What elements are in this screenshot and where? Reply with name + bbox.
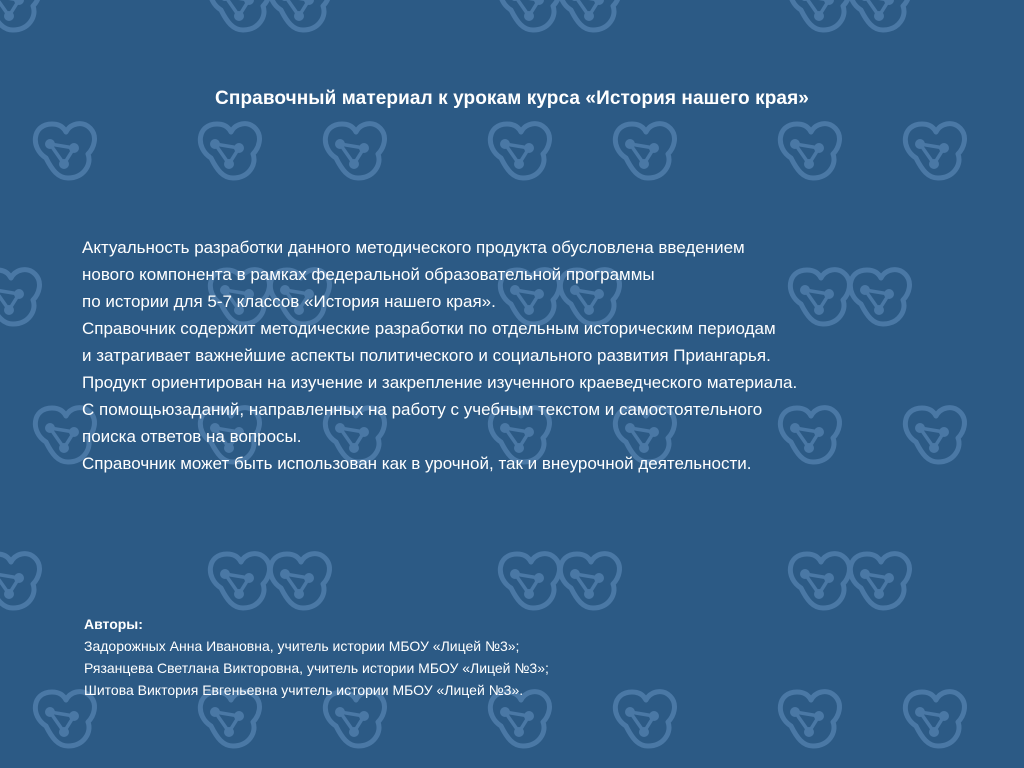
slide-title: Справочный материал к урокам курса «История нашего края»: [215, 88, 809, 109]
body-line: и затрагивает важнейшие аспекты политического и социального развития Приангарья.: [82, 346, 771, 365]
body-line: нового компонента в рамках федеральной образовательной программы: [82, 265, 655, 284]
author-line: Задорожных Анна Ивановна, учитель истории МБОУ «Лицей №3»;: [84, 638, 520, 654]
slide-body: [82, 234, 962, 477]
author-line: Шитова Виктория Евгеньевна учитель истории МБОУ «Лицей №3».: [84, 682, 524, 698]
body-line: по истории для 5-7 классов «История нашего края».: [82, 292, 496, 311]
body-line: Продукт ориентирован на изучение и закрепление изученного краеведческого материала.: [82, 373, 798, 392]
authors-block: [84, 613, 784, 701]
author-line: Рязанцева Светлана Викторовна, учитель истории МБОУ «Лицей №3»;: [84, 660, 549, 676]
body-line: Актуальность разработки данного методического продукта обусловлена введением: [82, 238, 745, 257]
body-line: Справочник содержит методические разработки по отдельным историческим периодам: [82, 319, 776, 338]
body-line: С помощьюзаданий, направленных на работу с учебным текстом и самостоятельного: [82, 400, 763, 419]
body-line: поиска ответов на вопросы.: [82, 427, 302, 446]
body-line: Справочник может быть использован как в урочной, так и внеурочной деятельности.: [82, 454, 752, 473]
authors-label: Авторы:: [84, 616, 143, 632]
